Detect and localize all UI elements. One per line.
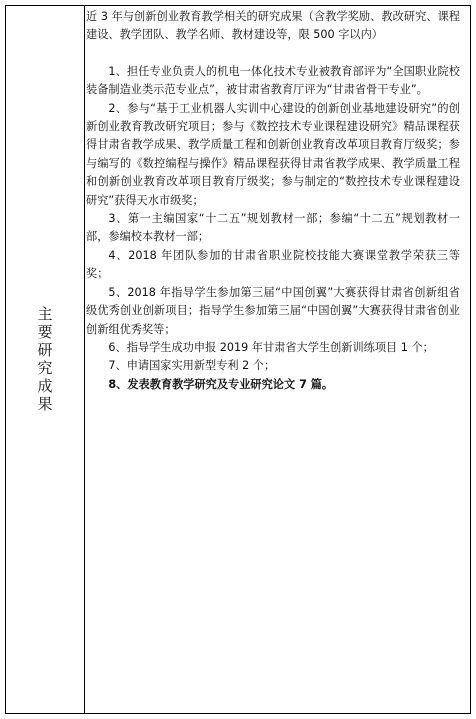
- label-column: [6, 6, 84, 713]
- list-item: 6、指导学生成功申报 2019 年甘肃省大学生创新训练项目 1 个；: [108, 340, 434, 354]
- list-item: 2、参与“基于工业机器人实训中心建设的创新创业基地建设研究”的创新创业教育教改研究项目；参与《数控技术专业课程建设研究》精品课程获得甘肃省教学成果、教学质量工程和创新创业教育改革项目教育厅级奖；参与编写的《数控编程与操作》精品课程获得甘肃省教学成果、教学质量工程和创新创业教育改革项目教育厅级奖；参与制定的“数控技术专业课程建设研究”获得天水市级奖；: [86, 101, 460, 207]
- intro-text: 近 3 年与创新创业教育教学相关的研究成果（含教学奖励、教改研究、课程建设、教学团队、教学名师、教材建设等，限 500 字以内）: [86, 10, 460, 42]
- list-item: 4、2018 年团队参加的甘肃省职业院校技能大赛课堂教学荣获三等奖；: [86, 248, 460, 281]
- list-item: 8、发表教育教学研究及专业研究论文 7 篇。: [108, 377, 334, 391]
- list-item: 1、担任专业负责人的机电一体化技术专业被教育部评为“全国职业院校装备制造业类示范专业点”，被甘肃省教育厅评为“甘肃省骨干专业”。: [86, 64, 460, 97]
- list-item: 7、申请国家实用新型专利 2 个；: [108, 359, 276, 373]
- list-item: 5、2018 年指导学生参加第三届“中国创翼”大赛获得甘肃省创新组省级优秀创业创新项目；指导学生参加第三届“中国创翼”大赛获得甘肃省创业创新组优秀奖等；: [86, 285, 460, 336]
- section-label: 主要研究成果: [35, 305, 54, 414]
- list-item: 3、第一主编国家“十二五”规划教材一部；参编“十二五”规划教材一部，参编校本教材一部；: [86, 212, 460, 244]
- content-cell: [86, 8, 460, 394]
- column-divider: [84, 6, 85, 713]
